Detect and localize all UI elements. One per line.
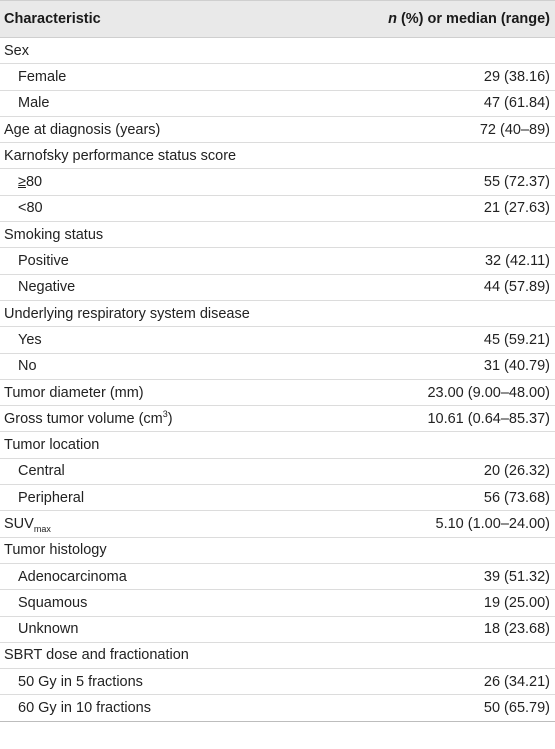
row-label: Peripheral xyxy=(18,489,85,506)
row-label: Smoking status xyxy=(4,226,104,243)
row-value: 20 (26.32) xyxy=(483,463,550,480)
table-row xyxy=(0,117,555,143)
row-label: Tumor histology xyxy=(4,542,107,559)
row-label: Female xyxy=(18,68,67,85)
row-value: 26 (34.21) xyxy=(483,673,550,690)
row-label: 50 Gy in 5 fractions xyxy=(18,673,143,690)
row-label: No xyxy=(18,358,37,375)
row-label: Underlying respiratory system disease xyxy=(4,305,250,322)
row-label: $SUV_{max}$ xyxy=(4,515,51,534)
table-row xyxy=(0,91,555,117)
row-label: Age at diagnosis (years) xyxy=(4,121,161,138)
row-value: 56 (73.68) xyxy=(483,489,550,506)
row-value: 5.10 (1.00–24.00) xyxy=(435,515,550,532)
table-row xyxy=(0,538,555,564)
row-label: 60 Gy in 10 fractions xyxy=(18,700,151,717)
row-label: Karnofsky performance status score xyxy=(4,147,237,164)
table-row xyxy=(0,196,555,222)
row-label: Tumor location xyxy=(4,437,100,454)
table-row xyxy=(0,222,555,248)
row-label: Adenocarcinoma xyxy=(18,568,127,585)
row-value: 32 (42.11) xyxy=(484,253,550,270)
row-label: Gross tumor volume $(cm^3)$ xyxy=(4,408,173,427)
row-value: 50 (65.79) xyxy=(483,700,550,717)
row-label: Positive xyxy=(18,253,69,270)
table-row xyxy=(0,38,555,64)
table-row xyxy=(0,617,555,643)
table-row xyxy=(0,64,555,90)
row-label: Yes xyxy=(18,331,42,348)
header-value: n (%) or median (range) xyxy=(388,11,550,27)
row-value: 10.61 (0.64–85.37) xyxy=(427,410,550,427)
table-row xyxy=(0,695,555,721)
row-value: 29 (38.16) xyxy=(483,68,550,85)
table-row xyxy=(0,248,555,274)
row-value: 39 (51.32) xyxy=(483,568,550,585)
row-value: 72 (40–89) xyxy=(479,121,550,138)
row-value: 44 (57.89) xyxy=(483,279,550,296)
row-value: 31 (40.79) xyxy=(483,358,550,375)
row-label: Unknown xyxy=(18,621,79,638)
row-value: 55 (72.37) xyxy=(483,174,550,191)
row-label: <80 xyxy=(18,200,43,217)
row-label: Male xyxy=(18,95,50,112)
row-value: 23.00 (9.00–48.00) xyxy=(427,384,550,401)
ge-symbol: ≥ xyxy=(18,174,26,191)
row-value: 21 (27.63) xyxy=(483,200,550,217)
row-label: Negative xyxy=(18,279,76,296)
table-row xyxy=(0,590,555,616)
header-characteristic: Characteristic xyxy=(4,11,101,27)
row-label: Central xyxy=(18,463,65,480)
table-row xyxy=(0,669,555,695)
row-value: 47 (61.84) xyxy=(483,95,550,112)
row-value: 45 (59.21) xyxy=(483,331,550,348)
row-label: ≥80 xyxy=(18,174,43,191)
row-label: Tumor diameter (mm) xyxy=(4,384,144,401)
table-row xyxy=(0,143,555,169)
row-value: 19 (25.00) xyxy=(483,594,550,611)
table-row xyxy=(0,275,555,301)
row-label: SBRT dose and fractionation xyxy=(4,647,189,664)
table-row xyxy=(0,354,555,380)
table-row xyxy=(0,432,555,458)
table-row xyxy=(0,511,555,537)
table-row xyxy=(0,380,555,406)
table-row xyxy=(0,327,555,353)
table-row xyxy=(0,459,555,485)
table-header xyxy=(0,0,555,38)
table-row xyxy=(0,301,555,327)
table-row xyxy=(0,643,555,669)
row-label: Squamous xyxy=(18,594,88,611)
table-row xyxy=(0,406,555,432)
table-row xyxy=(0,169,555,195)
row-value: 18 (23.68) xyxy=(483,621,550,638)
row-label: Sex xyxy=(4,42,29,59)
table-row xyxy=(0,485,555,511)
table-row xyxy=(0,564,555,590)
